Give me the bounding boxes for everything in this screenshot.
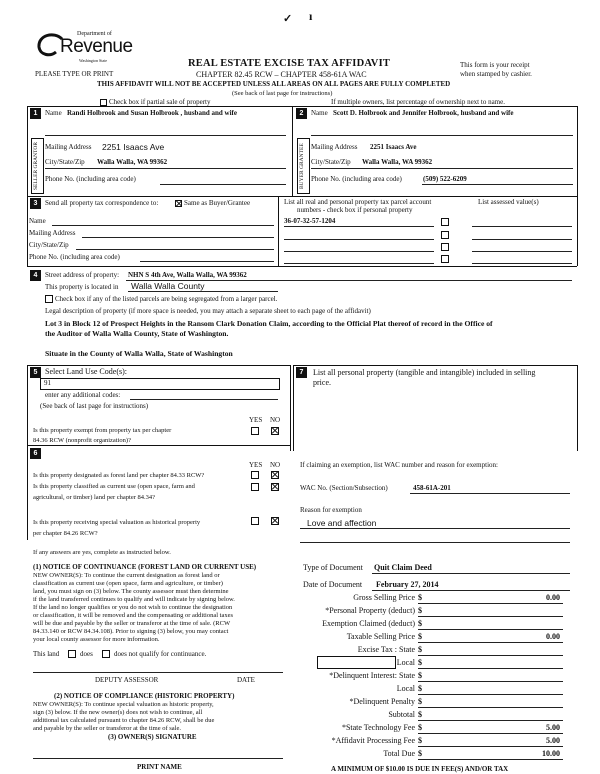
- if-yes-note: If any answers are yes, complete as instructed below.: [33, 549, 171, 556]
- forest-yes-checkbox[interactable]: [251, 471, 259, 479]
- tax-row-value[interactable]: 10.00: [542, 749, 560, 758]
- tax-row-value[interactable]: 5.00: [546, 723, 560, 732]
- tax-row: [300, 735, 575, 748]
- tax-row: [300, 696, 575, 709]
- tax-row: [300, 631, 575, 644]
- land-use-label: Select Land Use Code(s):: [45, 367, 127, 376]
- currency-symbol: $: [418, 697, 422, 706]
- notice1-line: land, you must sign on (3) below. The county assessor must then determine: [33, 588, 229, 595]
- currency-symbol: $: [418, 658, 422, 667]
- currency-symbol: $: [418, 684, 422, 693]
- this-land-label: This land: [33, 650, 60, 658]
- notice1-line: your local county assessor for more information.: [33, 636, 160, 643]
- notice2-line: sign (3) below. If the new owner(s) does not wish to continue, all: [33, 709, 203, 716]
- buyer-vertical-label: BUYER GRANTEE: [299, 143, 305, 189]
- corr-phone-label: Phone No. (including area code): [29, 253, 120, 261]
- tax-row-value[interactable]: 5.00: [546, 736, 560, 745]
- notice1-line: If the land no longer qualifies or you do not wish to continue the designation: [33, 604, 233, 611]
- tax-row-label: *Delinquent Interest: State: [329, 671, 415, 680]
- buyer-name[interactable]: Scott D. Holbrook and Jennifer Holbrook, husband and wife: [333, 109, 514, 117]
- reason-label: Reason for exemption: [300, 506, 362, 514]
- yes-header: YES: [249, 416, 263, 424]
- section-2-marker: 2: [296, 108, 307, 119]
- currency-symbol: $: [418, 749, 422, 758]
- same-as-buyer-checkbox[interactable]: [175, 200, 182, 207]
- form-warning: THIS AFFIDAVIT WILL NOT BE ACCEPTED UNLESS ALL AREAS ON ALL PAGES ARE FULLY COMPLETED: [97, 80, 451, 88]
- seller-mailing-label: Mailing Address: [45, 143, 92, 151]
- exemption-reason[interactable]: Love and affection: [307, 518, 377, 528]
- does-not-label: does not qualify for continuance.: [114, 650, 207, 658]
- does-qualify-checkbox[interactable]: [68, 650, 76, 658]
- partial-sale-label: Check box if partial sale of property: [109, 98, 211, 106]
- buyer-phone[interactable]: (509) 522-6209: [423, 175, 467, 183]
- exempt-yes-checkbox[interactable]: [251, 427, 259, 435]
- tax-row-label: *Affidavit Processing Fee: [331, 736, 415, 745]
- seller-city-label: City/State/Zip: [45, 158, 85, 166]
- notice-compliance-title: (2) NOTICE OF COMPLIANCE (HISTORIC PROPERTY): [54, 692, 235, 700]
- agency-dept: Department of: [77, 31, 112, 37]
- buyer-mailing[interactable]: 2251 Isaacs Ave: [370, 143, 417, 151]
- situate-line: Situate in the County of Walla Walla, State of Washington: [45, 349, 233, 358]
- seller-name[interactable]: Randi Holbrook and Susan Holbrook , husband and wife: [67, 109, 237, 117]
- tax-row-value[interactable]: 0.00: [546, 593, 560, 602]
- does-label: does: [80, 650, 93, 658]
- currency-symbol: $: [418, 736, 422, 745]
- section-3-marker: 3: [30, 198, 41, 209]
- does-not-qualify-checkbox[interactable]: [102, 650, 110, 658]
- tax-row-value[interactable]: 0.00: [546, 632, 560, 641]
- land-use-code: 91: [44, 379, 51, 387]
- forest-question: Is this property designated as forest land per chapter 84.33 RCW?: [33, 472, 205, 479]
- tax-row: [300, 605, 575, 618]
- historic-question-2: per chapter 84.26 RCW?: [33, 530, 98, 537]
- personal-property-checkbox-2[interactable]: [441, 231, 449, 239]
- see-back-note: (See back of last page for instructions): [232, 90, 333, 97]
- tax-row-label: Taxable Selling Price: [346, 632, 415, 641]
- section-7-marker: 7: [296, 367, 307, 378]
- tax-row: [300, 657, 575, 670]
- notice2-line: additional tax calculated pursuant to chapter 84.26 RCW, shall be due: [33, 717, 215, 724]
- tax-row-label: *Delinquent Penalty: [349, 697, 415, 706]
- corr-city-label: City/State/Zip: [29, 241, 69, 249]
- seller-phone-label: Phone No. (including area code): [45, 175, 136, 183]
- forest-no-checkbox[interactable]: [271, 471, 279, 479]
- land-use-see-back: (See back of last page for instructions): [40, 402, 149, 410]
- tax-row-label: Excise Tax : State: [357, 645, 415, 654]
- notice2-line: and payable by the seller or transferor at the time of sale.: [33, 725, 181, 732]
- corr-name-label: Name: [29, 217, 46, 225]
- tax-row: [300, 683, 575, 696]
- same-as-buyer-label: Same as Buyer/Grantee: [184, 199, 251, 207]
- historic-yes-checkbox[interactable]: [251, 517, 259, 525]
- corr-mailing-label: Mailing Address: [29, 229, 76, 237]
- seller-mailing[interactable]: 2251 Isaacs Ave: [102, 142, 165, 152]
- legal-description-1[interactable]: Lot 3 in Block 12 of Prospect Heights in the Ransom Clark Donation Claim, according to the Official Plat thereof of record in the Office of: [45, 319, 493, 328]
- notice1-line: or classification, it will be removed and the compensating or additional taxes: [33, 612, 233, 619]
- print-name-label: PRINT NAME: [137, 763, 182, 771]
- buyer-city[interactable]: Walla Walla, WA 99362: [362, 158, 433, 166]
- parcel-header: List all real and personal property tax parcel account: [284, 198, 432, 206]
- personal-property-checkbox-1[interactable]: [441, 218, 449, 226]
- no-header: NO: [270, 416, 281, 424]
- tax-row: [300, 709, 575, 722]
- notice1-line: if the land transferred continues to qualify and will indicate by signing below.: [33, 596, 235, 603]
- dor-logo: [36, 31, 133, 67]
- current-use-yes-checkbox[interactable]: [251, 483, 259, 491]
- exempt-no-checkbox[interactable]: [271, 427, 279, 435]
- tax-row-label: Local: [396, 684, 415, 693]
- land-use-field[interactable]: [40, 378, 280, 390]
- section-6-marker: 6: [30, 448, 41, 459]
- currency-symbol: $: [418, 593, 422, 602]
- doc-date-label: Date of Document: [303, 580, 363, 589]
- exempt-question: Is this property exempt from property tax per chapter: [33, 427, 172, 434]
- buyer-name-label: Name: [311, 109, 328, 117]
- stray-mark: ✓: [283, 13, 293, 25]
- tax-row-label: Total Due: [383, 749, 415, 758]
- notice2-line: NEW OWNER(S): To continue special valuation as historic property,: [33, 701, 214, 708]
- notice1-line: will be due and payable by the seller or transferor at the time of sale. (RCW: [33, 620, 231, 627]
- additional-codes-label: enter any additional codes:: [45, 391, 121, 399]
- tax-row-label: Gross Selling Price: [353, 593, 415, 602]
- exempt-question-2: 84.36 RCW (nonprofit organization)?: [33, 437, 131, 444]
- personal-property-label-2: price.: [313, 378, 331, 387]
- segregated-label: Check box if any of the listed parcels are being segregated from a larger parcel.: [55, 295, 278, 303]
- tax-row: [300, 618, 575, 631]
- located-county[interactable]: Walla Walla County: [131, 281, 205, 291]
- seller-vertical-label: SELLER GRANTOR: [33, 141, 39, 191]
- segregated-checkbox[interactable]: [45, 295, 53, 303]
- personal-property-label: List all personal property (tangible and intangible) included in selling: [313, 368, 536, 377]
- exemption-label: If claiming an exemption, list WAC number and reason for exemption:: [300, 461, 498, 469]
- section-1-marker: 1: [30, 108, 41, 119]
- parcel-header-2: numbers - check box if personal property: [297, 206, 413, 214]
- tax-row-label: Exemption Claimed (deduct): [322, 619, 415, 628]
- currency-symbol: $: [418, 723, 422, 732]
- tax-row-label: *Personal Property (deduct): [325, 606, 415, 615]
- parcel-number-1[interactable]: 36-07-32-57-1204: [284, 217, 336, 225]
- buyer-phone-label: Phone No. (including area code): [311, 175, 402, 183]
- owner-signature-label: (3) OWNER(S) SIGNATURE: [108, 733, 197, 741]
- doc-date[interactable]: February 27, 2014: [376, 580, 439, 589]
- s6-no-header: NO: [270, 461, 281, 469]
- assessed-header: List assessed value(s): [478, 198, 539, 206]
- located-label: This property is located in: [45, 283, 119, 291]
- deputy-assessor-label: DEPUTY ASSESSOR: [95, 676, 159, 684]
- date-label: DATE: [237, 676, 255, 684]
- tax-row: [300, 722, 575, 735]
- personal-property-checkbox-3[interactable]: [441, 243, 449, 251]
- currency-symbol: $: [418, 645, 422, 654]
- current-use-no-checkbox[interactable]: [271, 483, 279, 491]
- street-address[interactable]: NHN S 4th Ave, Walla Walla, WA 99362: [128, 271, 247, 279]
- section-4-marker: 4: [30, 270, 41, 281]
- please-type: PLEASE TYPE OR PRINT: [35, 70, 114, 78]
- tax-row: [300, 670, 575, 683]
- notice1-line: NEW OWNER(S): To continue the current designation as forest land or: [33, 572, 220, 579]
- form-title: REAL ESTATE EXCISE TAX AFFIDAVIT: [188, 58, 391, 69]
- currency-symbol: $: [418, 671, 422, 680]
- currency-symbol: $: [418, 632, 422, 641]
- agency-sub: Washington State: [79, 58, 108, 63]
- notice-continuance-title: (1) NOTICE OF CONTINUANCE (FOREST LAND OR CURRENT USE): [33, 563, 257, 571]
- tax-row: [300, 592, 575, 605]
- receipt-note: This form is your receipt: [460, 61, 530, 69]
- seller-city[interactable]: Walla Walla, WA 99362: [97, 158, 168, 166]
- tax-row-label: *State Technology Fee: [341, 723, 415, 732]
- stray-mark: ı: [309, 9, 313, 23]
- form-chapter: CHAPTER 82.45 RCW – CHAPTER 458-61A WAC: [196, 70, 367, 79]
- currency-symbol: $: [418, 619, 422, 628]
- street-label: Street address of property:: [45, 271, 120, 279]
- seller-name-label: Name: [45, 109, 62, 117]
- notice1-line: 84.33.140 or RCW 84.34.108). Prior to signing (3) below, you may contact: [33, 628, 229, 635]
- tax-row-label: Local: [396, 658, 415, 667]
- send-correspondence-label: Send all property tax correspondence to:: [45, 199, 159, 207]
- wac-label: WAC No. (Section/Subsection): [300, 484, 388, 492]
- multiple-owners-note: If multiple owners, list percentage of ownership next to name.: [331, 98, 505, 106]
- agency-name: Revenue: [60, 36, 133, 57]
- currency-symbol: $: [418, 606, 422, 615]
- buyer-mailing-label: Mailing Address: [311, 143, 358, 151]
- minimum-due-note: A MINIMUM OF $10.00 IS DUE IN FEE(S) AND/OR TAX: [331, 765, 509, 773]
- current-use-question-2: agricultural, or timber) land per chapter 84.34?: [33, 494, 156, 501]
- tax-row-label: Subtotal: [388, 710, 415, 719]
- legal-label: Legal description of property (if more space is needed, you may attach a separate sheet to each page of the affidavit): [45, 307, 371, 315]
- notice1-line: classification as current use (open space, farm and agriculture, or timber): [33, 580, 223, 587]
- buyer-city-label: City/State/Zip: [311, 158, 351, 166]
- doc-type-label: Type of Document: [303, 563, 363, 572]
- tax-row: [300, 748, 575, 761]
- currency-symbol: $: [418, 710, 422, 719]
- doc-type[interactable]: Quit Claim Deed: [374, 563, 432, 572]
- historic-no-checkbox[interactable]: [271, 517, 279, 525]
- historic-question: Is this property receiving special valuation as historical property: [33, 519, 201, 526]
- receipt-note-2: when stamped by cashier.: [460, 70, 532, 78]
- wac-number[interactable]: 458-61A-201: [413, 484, 451, 492]
- section-5-marker: 5: [30, 367, 41, 378]
- s6-yes-header: YES: [249, 461, 263, 469]
- current-use-question: Is this property classified as current use (open space, farm and: [33, 483, 195, 490]
- partial-sale-checkbox[interactable]: [100, 99, 107, 106]
- legal-description-2[interactable]: the Auditor of Walla Walla County, State of Washington.: [45, 329, 229, 338]
- personal-property-checkbox-4[interactable]: [441, 255, 449, 263]
